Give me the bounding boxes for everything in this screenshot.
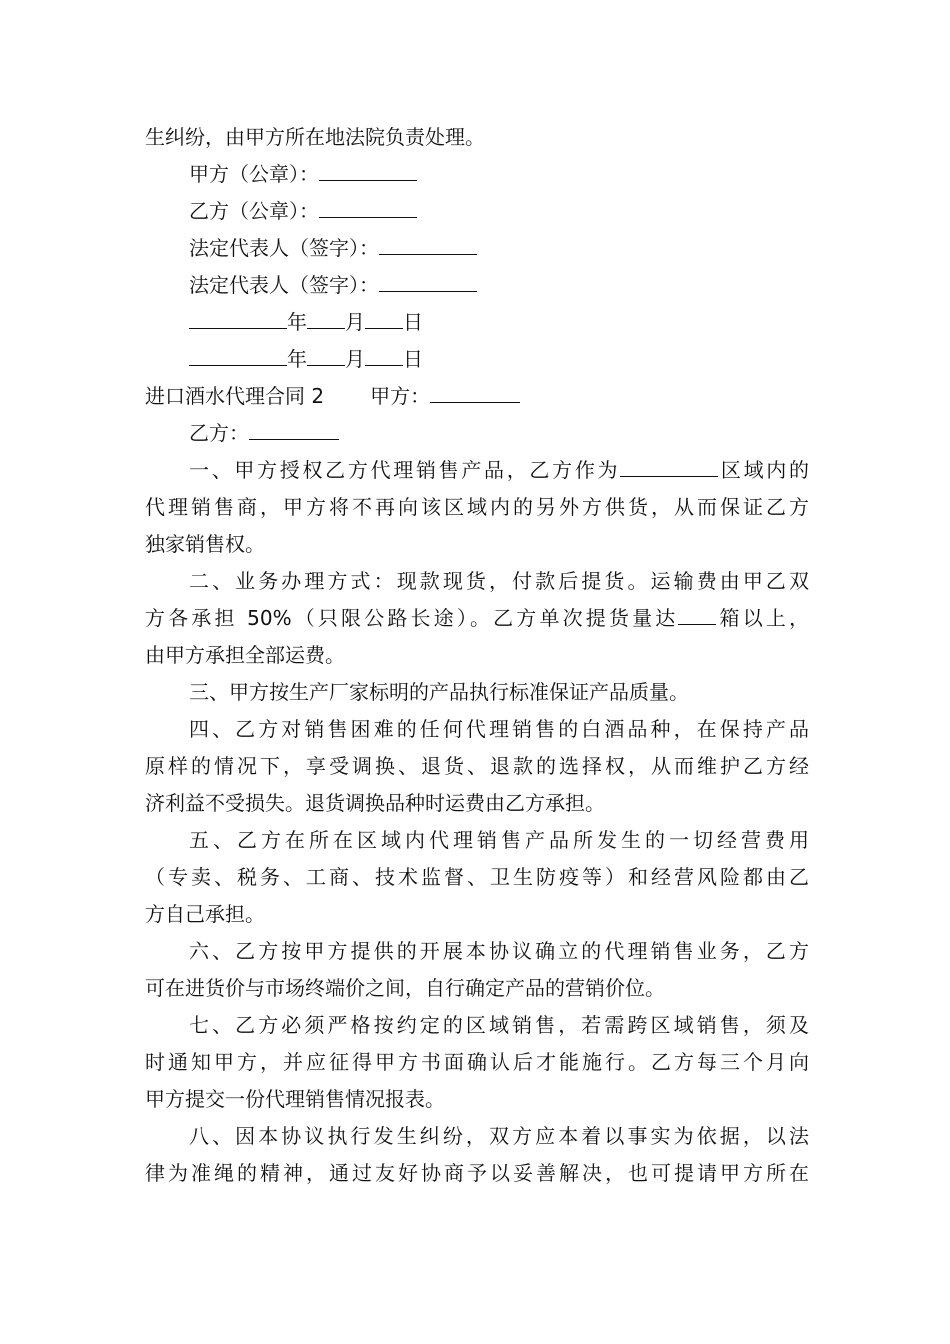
- clause-line: 甲方提交一份代理销售情况报表。: [145, 1087, 445, 1111]
- clause-line: 时通知甲方，并应征得甲方书面确认后才能施行。乙方每三个月向: [145, 1050, 809, 1074]
- clause-line: 独家销售权。: [145, 532, 265, 556]
- blank-field: [319, 164, 417, 181]
- text-span: 法定代表人（签字）：: [189, 273, 379, 297]
- clause-line: 济利益不受损失。退货调换品种时运费由乙方承担。: [145, 791, 605, 815]
- blank-field: [620, 460, 718, 477]
- clause-line: 三、甲方按生产厂家标明的产品执行标准保证产品质量。: [189, 680, 689, 704]
- clause-line: 四、乙方对销售困难的任何代理销售的白酒品种，在保持产品: [189, 717, 809, 741]
- blank-field: [365, 349, 403, 366]
- clause-line: 二、业务办理方式：现款现货，付款后提货。运输费由甲乙双: [189, 569, 809, 593]
- text-span: 甲方（公章）：: [189, 162, 319, 186]
- clause-line: 方自己承担。: [145, 902, 265, 926]
- text-span: 乙方：: [189, 421, 249, 445]
- party-b-seal-line: [145, 193, 809, 230]
- blank-field: [249, 423, 339, 440]
- legal-rep-signature-line: [145, 267, 809, 304]
- text-span: 区域内的: [718, 458, 810, 482]
- text-span: 年: [287, 347, 307, 371]
- blank-field: [430, 386, 520, 403]
- document-body: [145, 119, 809, 1192]
- blank-field: [379, 275, 477, 292]
- text-span: 月: [345, 347, 365, 371]
- blank-field: [319, 201, 417, 218]
- clause-line: 代理销售商，甲方将不再向该区域内的另外方供货，从而保证乙方: [145, 495, 809, 519]
- text-span: 月: [345, 310, 365, 334]
- party-a-seal-line: [145, 156, 809, 193]
- legal-rep-signature-line: [145, 230, 809, 267]
- clause-line: 六、乙方按甲方提供的开展本协议确立的代理销售业务，乙方: [189, 939, 809, 963]
- text-span: 甲方：: [370, 384, 431, 408]
- date-line: [145, 304, 809, 341]
- text-span: 箱以上，: [716, 606, 810, 630]
- text-span: 日: [403, 310, 423, 334]
- text-span: 年: [287, 310, 307, 334]
- blank-field: [189, 349, 287, 366]
- blank-field: [307, 312, 345, 329]
- blank-field: [307, 349, 345, 366]
- text-span: 方各承担 50%（只限公路长途）。乙方单次提货量达: [145, 606, 679, 630]
- date-line: [145, 341, 809, 378]
- clause-line: 原样的情况下，享受调换、退货、退款的选择权，从而维护乙方经: [145, 754, 809, 778]
- contract-title-line: [145, 378, 809, 415]
- text-line: [145, 119, 809, 156]
- clause-line: 七、乙方必须严格按约定的区域销售，若需跨区域销售，须及: [189, 1013, 809, 1037]
- text-span: 日: [403, 347, 423, 371]
- clause-line: [145, 600, 809, 637]
- blank-field: [365, 312, 403, 329]
- clause-line: [145, 452, 809, 489]
- party-b-line: [145, 415, 809, 452]
- text-span: 乙方（公章）：: [189, 199, 319, 223]
- clause-line: （专卖、税务、工商、技术监督、卫生防疫等）和经营风险都由乙: [145, 865, 809, 889]
- clause-line: 由甲方承担全部运费。: [145, 643, 345, 667]
- blank-field: [189, 312, 287, 329]
- clause-line: 八、因本协议执行发生纠纷，双方应本着以事实为依据，以法: [189, 1124, 809, 1148]
- contract-title: 进口酒水代理合同 2: [145, 384, 325, 408]
- text-span: 一、甲方授权乙方代理销售产品，乙方作为: [189, 458, 621, 482]
- text-span: 法定代表人（签字）：: [189, 236, 379, 260]
- blank-field: [379, 238, 477, 255]
- blank-field: [678, 608, 716, 625]
- text-span: 生纠纷，由甲方所在地法院负责处理。: [145, 125, 485, 149]
- clause-line: 律为准绳的精神，通过友好协商予以妥善解决，也可提请甲方所在: [145, 1161, 809, 1185]
- clause-line: 可在进货价与市场终端价之间，自行确定产品的营销价位。: [145, 976, 665, 1000]
- clause-line: 五、乙方在所在区域内代理销售产品所发生的一切经营费用: [189, 828, 809, 852]
